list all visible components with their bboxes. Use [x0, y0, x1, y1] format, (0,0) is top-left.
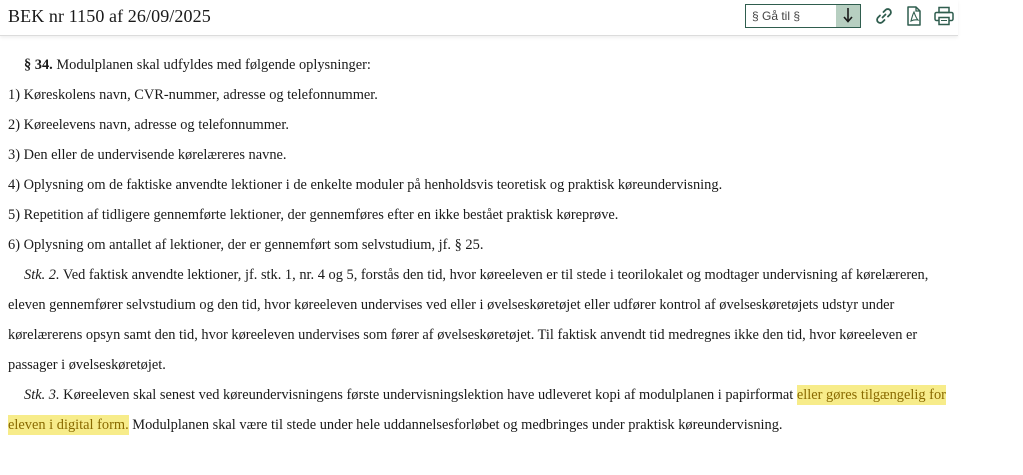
goto-section-control	[745, 4, 861, 28]
stk-2-label: Stk. 2.	[24, 267, 60, 283]
goto-section-input[interactable]	[746, 5, 836, 27]
list-item: 1) Køreskolens navn, CVR-nummer, adresse og telefonnummer.	[8, 87, 378, 103]
stk-3-label: Stk. 3.	[24, 387, 60, 403]
goto-arrow-icon	[842, 7, 854, 26]
section-heading	[8, 50, 963, 80]
stk-2-paragraph	[8, 260, 963, 380]
document-content	[8, 50, 963, 440]
stk-3-text-continued: Modulplanen skal være til stede under hele uddannelsesforløbet og medbringes under praktisk køreundervisning.	[128, 417, 783, 433]
link-icon[interactable]	[873, 5, 895, 27]
highlighted-amendment: eller gøres tilgængelig for eleven i digital form.	[8, 387, 946, 433]
print-icon[interactable]	[933, 5, 955, 27]
list-item: 4) Oplysning om de faktiske anvendte lektioner i de enkelte moduler på henholdsvis teoretisk og praktisk køreundervisning.	[8, 177, 723, 193]
pdf-icon[interactable]	[903, 5, 925, 27]
list-item: 3) Den eller de undervisende kørelæreres navne.	[8, 147, 287, 163]
list-item: 6) Oplysning om antallet af lektioner, der er gennemført som selvstudium, jf. § 25.	[8, 237, 484, 253]
stk-2-text: Ved faktisk anvendte lektioner, jf. stk. 1, nr. 4 og 5, forstås den tid, hvor køreeleven er til stede i teorilokalet og modtager undervisning af kørelæreren, eleven gennemfører selvstudium og den tid, hvor køreeleven undervises ved eller i øvelseskøretøjet eller udfører kontrol af øvelseskøretøjets udstyr under kørelærerens opsyn samt den tid, hvor køreeleven undervises som fører af øvelseskøretøjet. Til faktisk anvendt tid medregnes ikke den tid, hvor køreeleven er passager i øvelseskøretøjet.	[8, 267, 929, 373]
section-intro: Modulplanen skal udfyldes med følgende oplysninger:	[52, 57, 371, 73]
section-number: § 34.	[24, 57, 53, 73]
stk-3-text: Køreeleven skal senest ved køreundervisningens første undervisningslektion have udleveret kopi af modulplanen i papirformat	[59, 387, 797, 403]
document-toolbar	[0, 0, 958, 36]
goto-section-button[interactable]	[836, 5, 860, 27]
stk-3-paragraph	[8, 380, 963, 440]
list-item: 2) Køreelevens navn, adresse og telefonnummer.	[8, 117, 289, 133]
document-title: BEK nr 1150 af 26/09/2025	[8, 6, 211, 26]
list-item: 5) Repetition af tidligere gennemførte lektioner, der gennemføres efter en ikke bestået praktisk køreprøve.	[8, 207, 619, 223]
